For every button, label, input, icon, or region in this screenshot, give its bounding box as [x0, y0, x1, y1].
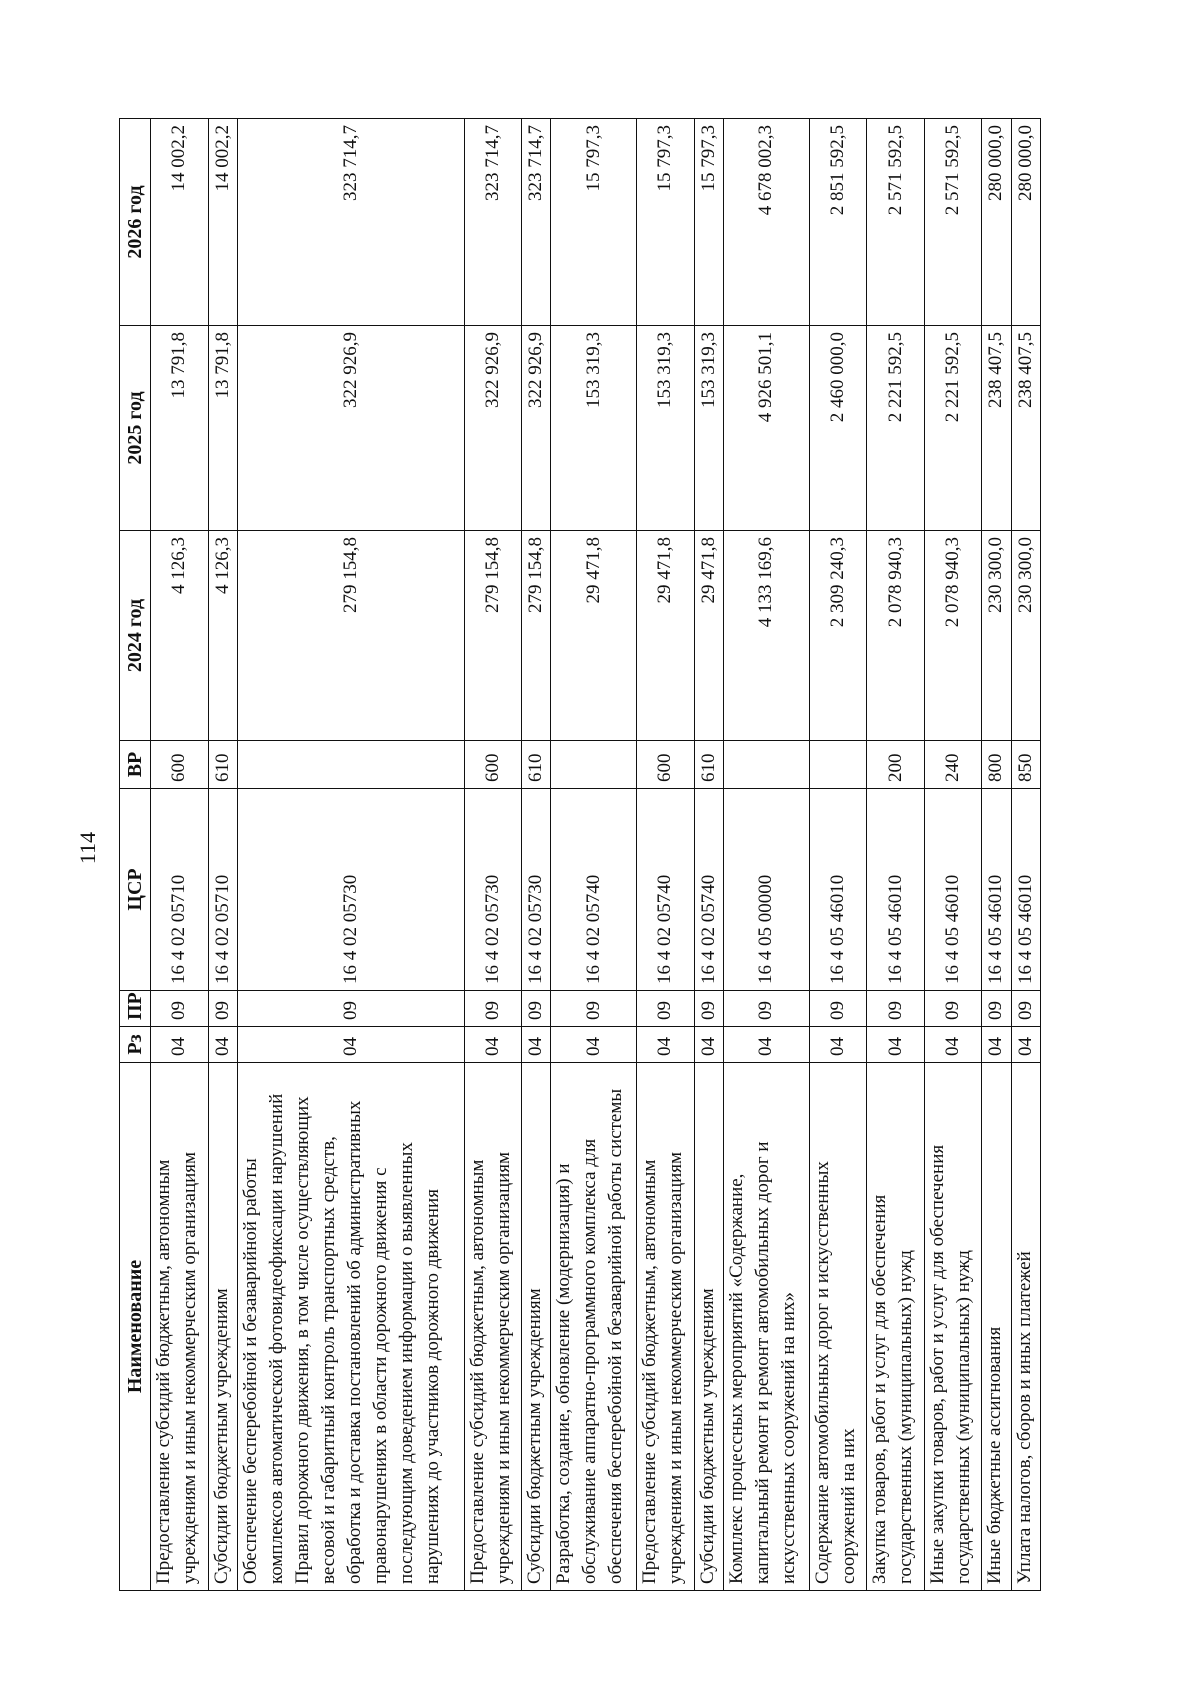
cell-vr: 600 — [464, 741, 522, 789]
cell-2024: 279 154,8 — [464, 531, 522, 741]
cell-2025: 4 926 501,1 — [724, 326, 810, 531]
cell-pr: 09 — [694, 991, 723, 1027]
cell-rz: 04 — [924, 1027, 982, 1063]
cell-2024: 29 471,8 — [551, 531, 637, 741]
cell-pr: 09 — [551, 991, 637, 1027]
cell-2026: 2 851 592,5 — [809, 119, 867, 326]
cell-name: Содержание автомобильных дорог и искусственных сооружений на них — [809, 1063, 867, 1591]
cell-csr: 16 4 05 46010 — [1011, 789, 1040, 991]
cell-vr: 240 — [924, 741, 982, 789]
cell-rz: 04 — [724, 1027, 810, 1063]
cell-csr: 16 4 02 05730 — [237, 789, 464, 991]
cell-2025: 238 407,5 — [1011, 326, 1040, 531]
cell-2025: 2 460 000,0 — [809, 326, 867, 531]
header-pr: ПР — [120, 991, 151, 1027]
budget-table-container — [119, 119, 1041, 1591]
cell-2024: 2 078 940,3 — [867, 531, 925, 741]
table-row — [551, 119, 637, 1591]
budget-table — [119, 118, 1041, 1591]
table-row — [464, 119, 522, 1591]
table-row — [982, 119, 1011, 1591]
page-number: 114 — [75, 831, 100, 865]
cell-name: Обеспечение бесперебойной и безаварийной работы комплексов автоматической фотовидеофиксации нарушений Правил дорожного движения, в том числе осуществляющих весовой и габаритный контроль транспортных средств, обработка и доставка постановлений об административных правонарушениях в области дорожного движения с последующим доведением информации о выявленных нарушениях до участников дорожного движения — [237, 1063, 464, 1591]
cell-2026: 323 714,7 — [237, 119, 464, 326]
cell-2026: 2 571 592,5 — [924, 119, 982, 326]
cell-name: Субсидии бюджетным учреждениям — [694, 1063, 723, 1591]
cell-pr: 09 — [637, 991, 695, 1027]
cell-pr: 09 — [208, 991, 237, 1027]
cell-2025: 13 791,8 — [208, 326, 237, 531]
header-2024: 2024 год — [120, 531, 151, 741]
cell-2024: 4 133 169,6 — [724, 531, 810, 741]
header-csr: ЦСР — [120, 789, 151, 991]
cell-2024: 29 471,8 — [637, 531, 695, 741]
cell-name: Предоставление субсидий бюджетным, автономным учреждениям и иным некоммерческим организациям — [464, 1063, 522, 1591]
cell-name: Иные бюджетные ассигнования — [982, 1063, 1011, 1591]
cell-2026: 15 797,3 — [694, 119, 723, 326]
table-row — [724, 119, 810, 1591]
cell-2026: 15 797,3 — [551, 119, 637, 326]
cell-2026: 280 000,0 — [1011, 119, 1040, 326]
table-row — [1011, 119, 1040, 1591]
cell-name: Предоставление субсидий бюджетным, автономным учреждениям и иным некоммерческим организациям — [151, 1063, 209, 1591]
cell-vr: 610 — [522, 741, 551, 789]
cell-csr: 16 4 02 05730 — [464, 789, 522, 991]
cell-rz: 04 — [694, 1027, 723, 1063]
cell-rz: 04 — [237, 1027, 464, 1063]
cell-rz: 04 — [1011, 1027, 1040, 1063]
cell-name: Закупка товаров, работ и услуг для обеспечения государственных (муниципальных) нужд — [867, 1063, 925, 1591]
cell-name: Субсидии бюджетным учреждениям — [522, 1063, 551, 1591]
cell-2025: 2 221 592,5 — [867, 326, 925, 531]
cell-pr: 09 — [151, 991, 209, 1027]
cell-vr: 600 — [151, 741, 209, 789]
cell-csr: 16 4 02 05740 — [551, 789, 637, 991]
cell-name: Разработка, создание, обновление (модернизация) и обслуживание аппаратно-программного комплекса для обеспечения бесперебойной и безаварийной работы системы — [551, 1063, 637, 1591]
cell-rz: 04 — [637, 1027, 695, 1063]
cell-2024: 230 300,0 — [1011, 531, 1040, 741]
cell-vr: 800 — [982, 741, 1011, 789]
cell-2024: 4 126,3 — [151, 531, 209, 741]
cell-csr: 16 4 05 46010 — [809, 789, 867, 991]
cell-pr: 09 — [1011, 991, 1040, 1027]
cell-rz: 04 — [809, 1027, 867, 1063]
cell-vr: 850 — [1011, 741, 1040, 789]
table-row — [867, 119, 925, 1591]
cell-2025: 238 407,5 — [982, 326, 1011, 531]
cell-csr: 16 4 02 05710 — [151, 789, 209, 991]
cell-csr: 16 4 02 05710 — [208, 789, 237, 991]
table-row — [924, 119, 982, 1591]
cell-2026: 2 571 592,5 — [867, 119, 925, 326]
cell-pr: 09 — [867, 991, 925, 1027]
table-row — [237, 119, 464, 1591]
cell-2025: 153 319,3 — [551, 326, 637, 531]
cell-2026: 323 714,7 — [522, 119, 551, 326]
cell-rz: 04 — [867, 1027, 925, 1063]
cell-2026: 4 678 002,3 — [724, 119, 810, 326]
cell-name: Комплекс процессных мероприятий «Содержание, капитальный ремонт и ремонт автомобильных дорог и искусственных сооружений на них» — [724, 1063, 810, 1591]
cell-2025: 2 221 592,5 — [924, 326, 982, 531]
table-row — [809, 119, 867, 1591]
cell-2026: 280 000,0 — [982, 119, 1011, 326]
table-row — [522, 119, 551, 1591]
cell-name: Субсидии бюджетным учреждениям — [208, 1063, 237, 1591]
header-2025: 2025 год — [120, 326, 151, 531]
cell-pr: 09 — [724, 991, 810, 1027]
table-row — [208, 119, 237, 1591]
cell-2024: 279 154,8 — [522, 531, 551, 741]
header-rz: Рз — [120, 1027, 151, 1063]
cell-2026: 323 714,7 — [464, 119, 522, 326]
cell-2024: 279 154,8 — [237, 531, 464, 741]
cell-2026: 14 002,2 — [151, 119, 209, 326]
cell-rz: 04 — [522, 1027, 551, 1063]
cell-vr: 600 — [637, 741, 695, 789]
cell-2025: 322 926,9 — [464, 326, 522, 531]
cell-vr: 610 — [694, 741, 723, 789]
cell-2026: 15 797,3 — [637, 119, 695, 326]
cell-2025: 153 319,3 — [637, 326, 695, 531]
cell-2024: 4 126,3 — [208, 531, 237, 741]
header-vr: ВР — [120, 741, 151, 789]
cell-2026: 14 002,2 — [208, 119, 237, 326]
cell-pr: 09 — [924, 991, 982, 1027]
cell-2025: 153 319,3 — [694, 326, 723, 531]
table-row — [637, 119, 695, 1591]
cell-name: Предоставление субсидий бюджетным, автономным учреждениям и иным некоммерческим организациям — [637, 1063, 695, 1591]
cell-2025: 13 791,8 — [151, 326, 209, 531]
cell-rz: 04 — [551, 1027, 637, 1063]
table-header-row — [120, 119, 151, 1591]
cell-2024: 29 471,8 — [694, 531, 723, 741]
cell-2025: 322 926,9 — [237, 326, 464, 531]
cell-rz: 04 — [982, 1027, 1011, 1063]
cell-rz: 04 — [464, 1027, 522, 1063]
cell-vr: 200 — [867, 741, 925, 789]
table-row — [694, 119, 723, 1591]
table-row — [151, 119, 209, 1591]
cell-name: Уплата налогов, сборов и иных платежей — [1011, 1063, 1040, 1591]
cell-vr — [809, 741, 867, 789]
cell-csr: 16 4 05 46010 — [924, 789, 982, 991]
cell-2024: 2 078 940,3 — [924, 531, 982, 741]
cell-csr: 16 4 05 00000 — [724, 789, 810, 991]
header-2026: 2026 год — [120, 119, 151, 326]
cell-pr: 09 — [464, 991, 522, 1027]
cell-pr: 09 — [237, 991, 464, 1027]
cell-csr: 16 4 02 05740 — [694, 789, 723, 991]
cell-vr — [724, 741, 810, 789]
cell-csr: 16 4 02 05730 — [522, 789, 551, 991]
header-name: Наименование — [120, 1063, 151, 1591]
cell-2024: 230 300,0 — [982, 531, 1011, 741]
cell-2025: 322 926,9 — [522, 326, 551, 531]
cell-vr — [237, 741, 464, 789]
cell-csr: 16 4 05 46010 — [982, 789, 1011, 991]
cell-pr: 09 — [982, 991, 1011, 1027]
cell-rz: 04 — [208, 1027, 237, 1063]
cell-name: Иные закупки товаров, работ и услуг для обеспечения государственных (муниципальных) нужд — [924, 1063, 982, 1591]
cell-rz: 04 — [151, 1027, 209, 1063]
cell-vr — [551, 741, 637, 789]
cell-vr: 610 — [208, 741, 237, 789]
cell-pr: 09 — [522, 991, 551, 1027]
cell-pr: 09 — [809, 991, 867, 1027]
cell-csr: 16 4 05 46010 — [867, 789, 925, 991]
cell-csr: 16 4 02 05740 — [637, 789, 695, 991]
cell-2024: 2 309 240,3 — [809, 531, 867, 741]
